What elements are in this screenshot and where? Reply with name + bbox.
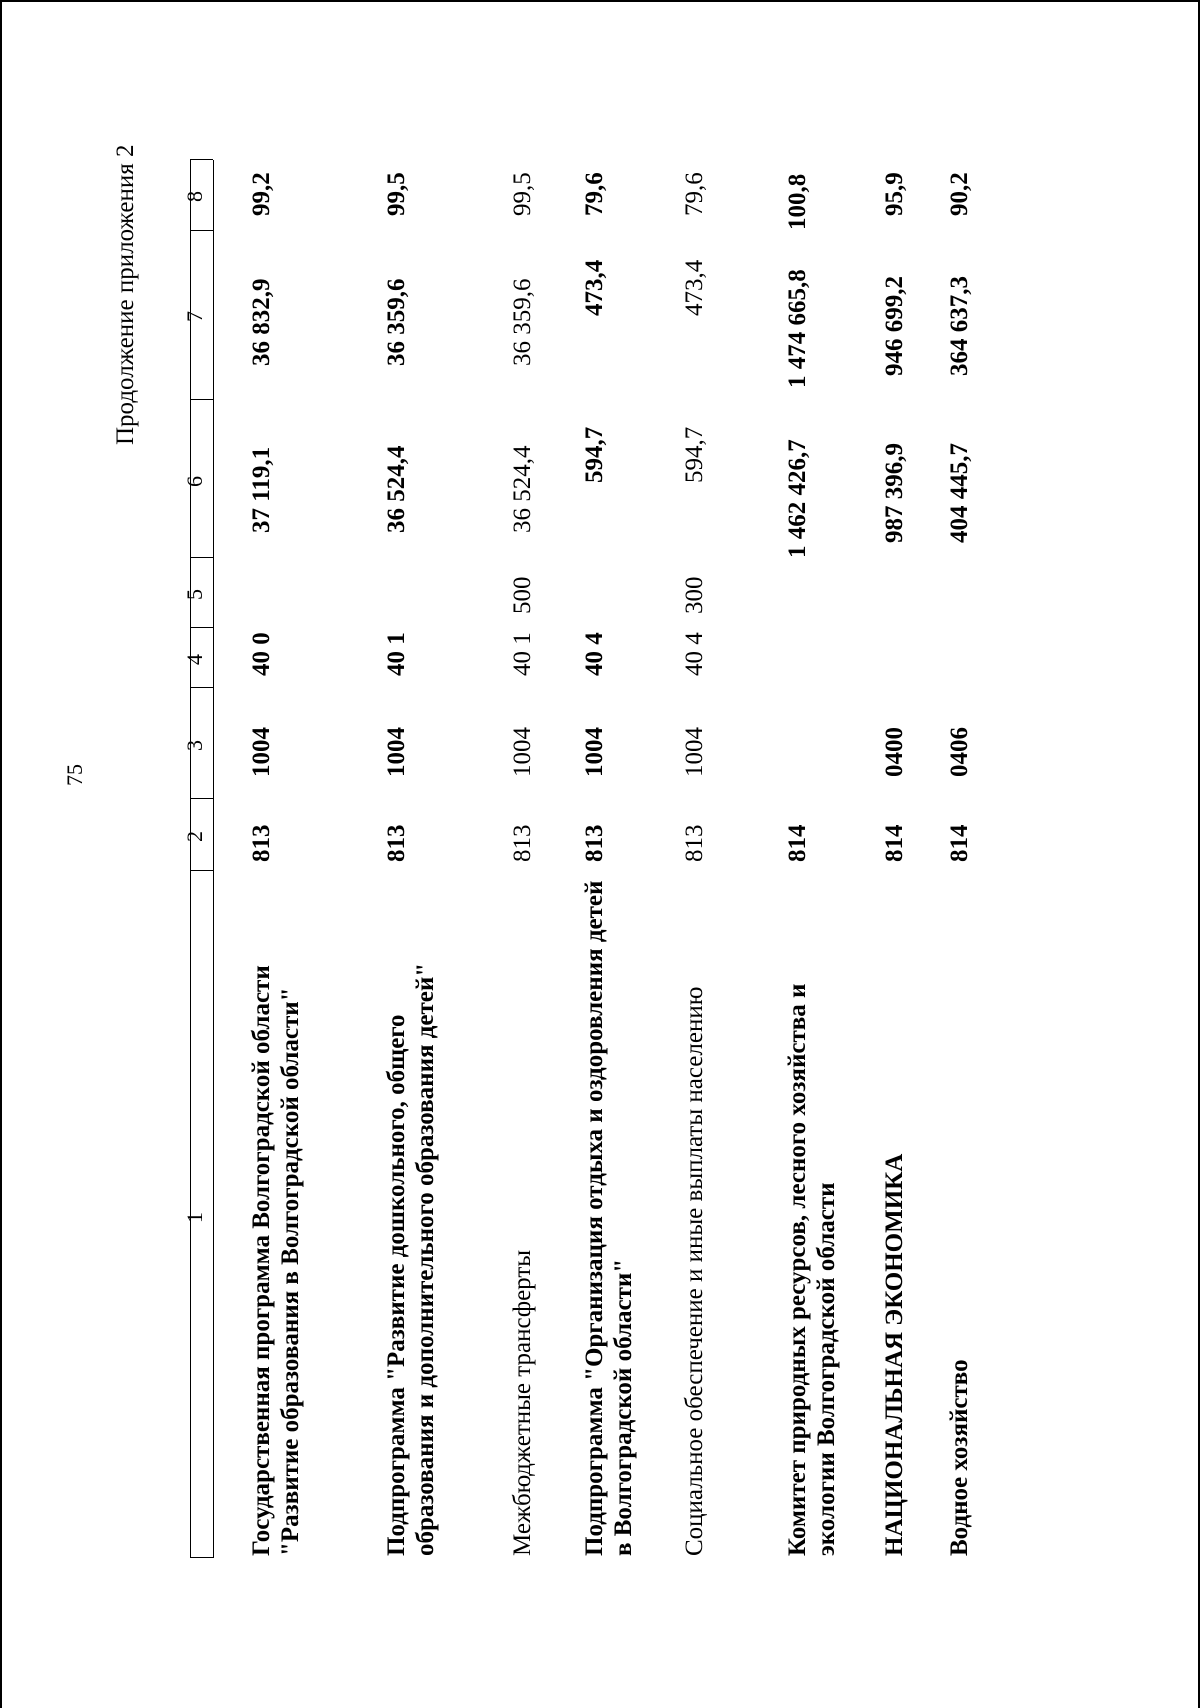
row-code-4: 40 4: [681, 632, 708, 676]
row-value-7: 36 832,9: [248, 278, 275, 366]
row-code-4: 40 4: [581, 632, 608, 676]
row-code-2: 813: [509, 824, 536, 862]
row-value-6: 987 396,9: [881, 443, 908, 543]
table-header-bottom-border: [213, 160, 214, 1558]
row-code-2: 814: [946, 824, 973, 862]
row-value-6: 37 119,1: [248, 446, 275, 533]
row-code-3: 1004: [681, 727, 708, 777]
row-code-2: 813: [248, 824, 275, 862]
row-value-6: 36 524,4: [509, 445, 536, 533]
row-value-6: 594,7: [581, 426, 608, 483]
row-code-2: 814: [881, 824, 908, 862]
row-code-3: 0400: [881, 727, 908, 777]
row-value-7: 364 637,3: [946, 276, 973, 376]
row-name: Подпрограмма "Развитие дошкольного, общего образования и дополнительного образования детей": [383, 962, 439, 1556]
table-header-top-border: [190, 160, 191, 1558]
row-code-5: 300: [681, 576, 708, 614]
row-value-8: 99,5: [509, 172, 536, 216]
row-name: Комитет природных ресурсов, лесного хозяйства и экологии Волгоградской области: [784, 983, 840, 1556]
row-name: Водное хозяйство: [946, 1359, 973, 1556]
row-value-8: 90,2: [946, 172, 973, 216]
column-header-3: 3: [182, 740, 207, 751]
row-code-3: 1004: [248, 727, 275, 777]
column-header-6: 6: [182, 476, 207, 487]
row-code-3: 1004: [581, 727, 608, 777]
column-header-4: 4: [182, 654, 207, 665]
column-divider: [190, 1557, 213, 1558]
column-divider: [190, 687, 213, 688]
row-name: Государственная программа Волгоградской области "Развитие образования в Волгоградской области": [248, 965, 304, 1556]
column-header-8: 8: [182, 191, 207, 202]
row-value-8: 100,8: [784, 173, 811, 230]
row-value-7: 36 359,6: [509, 278, 536, 366]
row-value-8: 79,6: [581, 172, 608, 216]
row-value-8: 99,2: [248, 172, 275, 216]
row-code-2: 813: [581, 824, 608, 862]
row-code-3: 1004: [383, 727, 410, 777]
row-value-8: 99,5: [383, 172, 410, 216]
column-divider: [190, 557, 213, 558]
column-divider: [190, 627, 213, 628]
appendix-note: Продолжение приложения 2: [112, 144, 139, 445]
column-divider: [190, 798, 213, 799]
column-header-5: 5: [182, 589, 207, 600]
column-divider: [190, 399, 213, 400]
row-name: Социальное обеспечение и иные выплаты населению: [681, 986, 708, 1556]
row-value-8: 95,9: [881, 172, 908, 216]
row-value-7: 473,4: [581, 259, 608, 316]
row-code-2: 814: [784, 824, 811, 862]
row-value-7: 473,4: [681, 259, 708, 316]
column-divider: [190, 159, 213, 160]
row-code-4: 40 1: [383, 632, 410, 676]
row-value-6: 36 524,4: [383, 445, 410, 533]
column-header-1: 1: [182, 1212, 207, 1223]
row-code-2: 813: [383, 824, 410, 862]
row-value-6: 1 462 426,7: [784, 439, 811, 558]
row-value-8: 79,6: [681, 172, 708, 216]
page-number: 75: [62, 764, 87, 786]
row-value-6: 404 445,7: [946, 443, 973, 543]
row-code-4: 40 1: [509, 632, 536, 676]
row-value-7: 946 699,2: [881, 276, 908, 376]
column-header-7: 7: [182, 311, 207, 322]
row-code-3: 1004: [509, 727, 536, 777]
row-name: НАЦИОНАЛЬНАЯ ЭКОНОМИКА: [881, 1153, 908, 1556]
row-value-7: 36 359,6: [383, 278, 410, 366]
row-name: Подпрограмма "Организация отдыха и оздоровления детей в Волгоградской области": [581, 880, 637, 1556]
row-value-6: 594,7: [681, 426, 708, 483]
row-code-2: 813: [681, 824, 708, 862]
row-name: Межбюджетные трансферты: [509, 1249, 536, 1556]
row-code-3: 0406: [946, 727, 973, 777]
row-value-7: 1 474 665,8: [784, 269, 811, 388]
column-divider: [190, 870, 213, 871]
column-header-2: 2: [182, 831, 207, 842]
row-code-5: 500: [509, 576, 536, 614]
row-code-4: 40 0: [248, 632, 275, 676]
column-divider: [190, 230, 213, 231]
